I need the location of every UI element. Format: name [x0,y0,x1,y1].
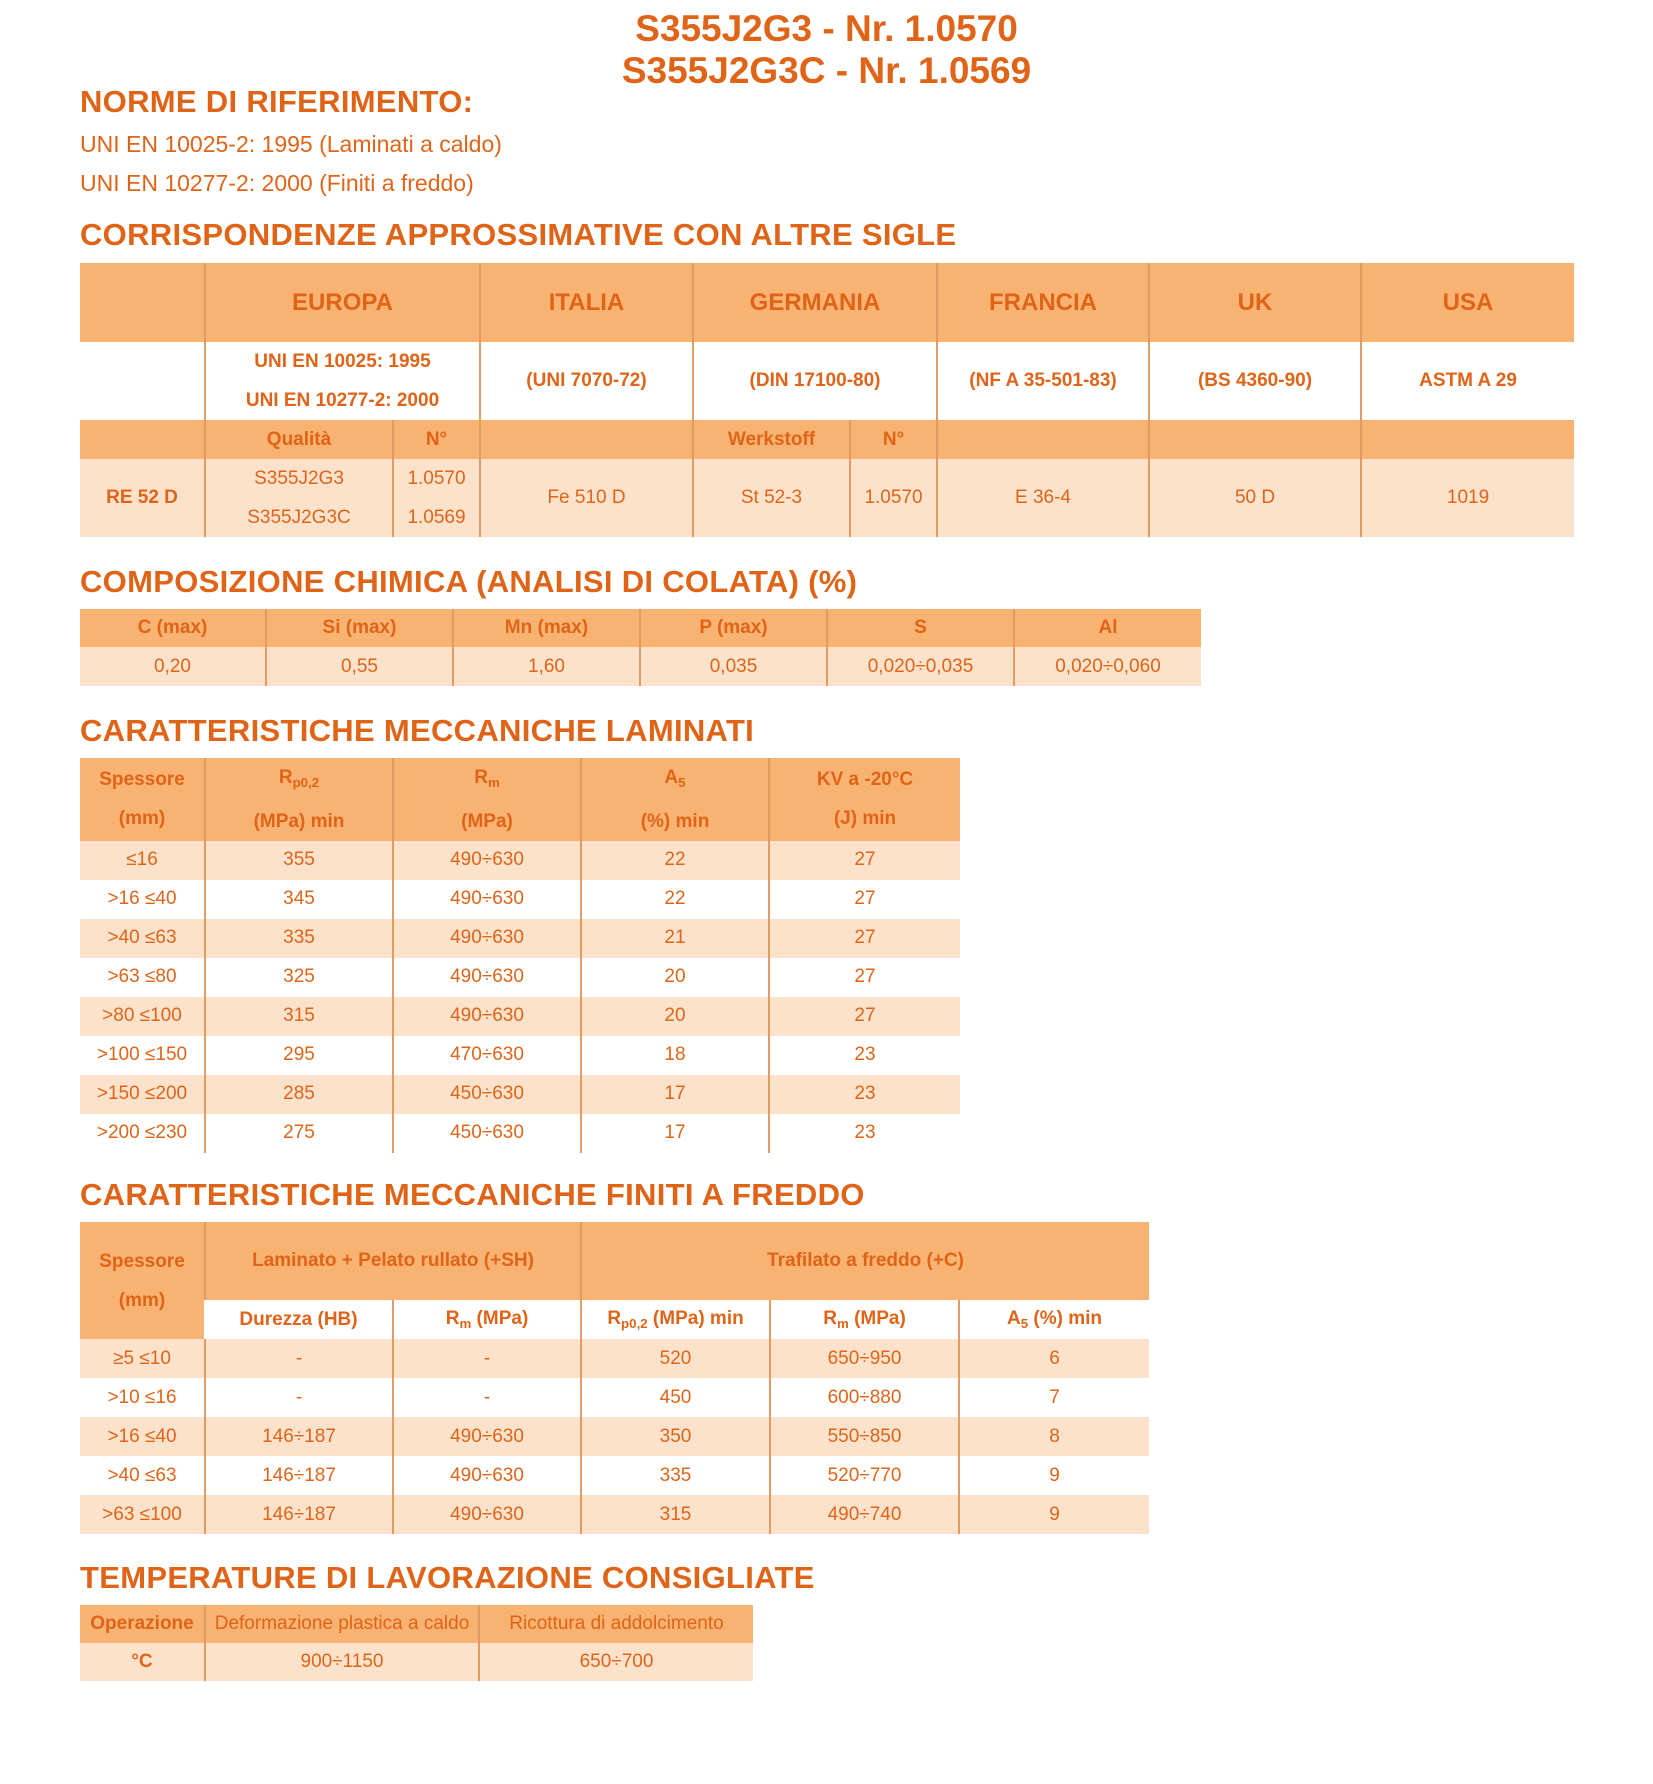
table-cell: - [393,1339,581,1378]
chimica-header: P (max) [640,609,827,647]
table-cell: 345 [205,880,393,919]
table-row [80,1075,960,1114]
finiti-sub-header: $R_{p0,2}$ (MPa) min [581,1300,770,1339]
temperature-header: Ricottura di addolcimento [479,1605,753,1643]
table-cell: 21 [581,919,769,958]
finiti-table [80,1222,1149,1534]
finiti-spessore-header [80,1222,205,1339]
laminati-header-row [80,758,960,841]
subheader-werkstoff: Werkstoff [693,420,850,459]
table-row [80,1036,960,1075]
laminati-header [80,758,205,841]
standards-row [80,342,1574,420]
finiti-sub-header: Durezza (HB) [239,1308,358,1330]
table-cell: 490÷630 [393,1495,581,1534]
table-cell: 490÷630 [393,880,581,919]
table-cell: 27 [769,880,960,919]
table-row [80,1417,1149,1456]
table-cell: 22 [581,880,769,919]
header-line: (mm) [118,808,166,830]
chimica-value: 0,20 [154,655,191,677]
header-line: (J) min [833,808,897,830]
table-cell: 520÷770 [770,1456,959,1495]
header-line: Spessore [99,1250,185,1272]
table-row [80,997,960,1036]
finiti-group-row [80,1222,1149,1300]
table-cell: 20 [581,997,769,1036]
table-row [80,841,960,880]
finiti-group-header: Trafilato a freddo (+C) [581,1222,1149,1300]
data-italia: Fe 510 D [480,459,693,537]
table-cell: 490÷630 [393,997,581,1036]
chimica-table [80,609,1201,686]
table-cell: 23 [769,1036,960,1075]
finiti-sub-header: $R_m$ (MPa) [393,1300,581,1339]
table-cell: >40 ≤63 [107,1464,177,1486]
country-header: USA [1361,263,1574,342]
table-cell: 490÷630 [393,1456,581,1495]
finiti-heading: CARATTERISTICHE MECCANICHE FINITI A FREDDO [80,1177,865,1212]
temperature-unit: °C [131,1651,153,1672]
temperature-value: 650÷700 [479,1643,753,1681]
header-line: $R_{p0,2}$ [278,767,320,790]
table-cell: >10 ≤16 [107,1386,177,1408]
table-row [80,1339,1149,1378]
chimica-header: S [827,609,1014,647]
table-cell: 23 [769,1114,960,1153]
header-line: $A_5$ [664,767,686,790]
temperature-header: Operazione [90,1613,194,1634]
corrispondenze-heading: CORRISPONDENZE APPROSSIMATIVE CON ALTRE SIGLE [80,217,957,252]
table-cell: 490÷630 [393,919,581,958]
empty-cell [937,420,1149,459]
table-cell: >63 ≤80 [107,966,177,988]
table-cell: >16 ≤40 [107,888,177,910]
temperature-header-row [80,1605,753,1643]
standard-text: UNI EN 10277-2: 2000 [245,390,440,411]
title-line-1: S355J2G3 - Nr. 1.0570 [635,8,1018,49]
table-cell: 17 [581,1114,769,1153]
norme-item: UNI EN 10025-2: 1995 (Laminati a caldo) [80,131,502,157]
header-line: Spessore [99,769,185,791]
standard-germania: (DIN 17100-80) [693,342,937,420]
empty-cell [80,342,205,420]
standard-francia: (NF A 35-501-83) [937,342,1149,420]
table-cell: 23 [769,1075,960,1114]
table-cell: 350 [581,1417,770,1456]
finiti-sub-row [80,1300,1149,1339]
chimica-value: 0,035 [640,647,827,686]
data-row [80,459,1574,537]
table-cell: 335 [205,919,393,958]
subheader-n: N° [850,420,937,459]
corrispondenze-table [80,263,1574,537]
table-cell: 146÷187 [205,1495,393,1534]
empty-cell [80,263,205,342]
empty-cell [80,420,205,459]
country-header: UK [1149,263,1361,342]
table-cell: 275 [205,1114,393,1153]
laminati-header [393,758,581,841]
temperature-header: Deformazione plastica a caldo [205,1605,479,1643]
temperature-heading: TEMPERATURE DI LAVORAZIONE CONSIGLIATE [80,1560,815,1595]
table-cell: 7 [959,1378,1149,1417]
table-cell: >150 ≤200 [96,1083,188,1105]
chimica-header: C (max) [137,617,208,638]
table-cell: 8 [959,1417,1149,1456]
header-line: (MPa) [461,810,513,832]
chimica-header: Si (max) [266,609,453,647]
laminati-header [769,758,960,841]
standard-uk: (BS 4360-90) [1149,342,1361,420]
table-cell: 285 [205,1075,393,1114]
chimica-header: Mn (max) [453,609,640,647]
table-cell: 146÷187 [205,1417,393,1456]
table-cell: 6 [959,1339,1149,1378]
norme-item: UNI EN 10277-2: 2000 (Finiti a freddo) [80,170,474,196]
chimica-header-row [80,609,1201,647]
table-cell: 650÷950 [770,1339,959,1378]
data-first: RE 52 D [106,487,178,508]
table-cell: 27 [769,958,960,997]
table-cell: 450÷630 [393,1075,581,1114]
standard-italia: (UNI 7070-72) [480,342,693,420]
empty-cell [1361,420,1574,459]
table-cell: 17 [581,1075,769,1114]
header-line: $R_m$ [474,767,500,790]
temperature-table [80,1605,753,1681]
table-cell: 9 [959,1495,1149,1534]
table-cell: 490÷630 [393,958,581,997]
document-title [0,8,1653,92]
table-cell: ≥5 ≤10 [113,1347,171,1369]
finiti-sub-header: $A_5$ (%) min [959,1300,1149,1339]
standard-europa [205,342,480,420]
table-cell: 146÷187 [205,1456,393,1495]
table-cell: >16 ≤40 [107,1425,177,1447]
qualita-value: S355J2G3 [254,468,344,489]
subheader-row [80,420,1574,459]
table-row [80,880,960,919]
laminati-header [205,758,393,841]
header-line: (mm) [118,1289,166,1311]
table-cell: 27 [769,997,960,1036]
table-cell: 520 [581,1339,770,1378]
table-cell: 22 [581,841,769,880]
laminati-table [80,758,960,1153]
data-usa: 1019 [1361,459,1574,537]
norme-heading: NORME DI RIFERIMENTO: [80,84,474,119]
header-line: KV a -20°C [816,769,914,791]
table-cell: ≤16 [126,849,158,871]
country-header: FRANCIA [937,263,1149,342]
finiti-group-header: Laminato + Pelato rullato (+SH) [205,1222,581,1300]
subheader-qualita: Qualità [205,420,393,459]
data-werkstoff: St 52-3 [693,459,850,537]
chimica-header: Al [1014,609,1201,647]
table-cell: 295 [205,1036,393,1075]
table-cell: 325 [205,958,393,997]
laminati-heading: CARATTERISTICHE MECCANICHE LAMINATI [80,713,755,748]
table-row [80,919,960,958]
countries-row [80,263,1574,342]
table-cell: 490÷630 [393,841,581,880]
table-cell: 9 [959,1456,1149,1495]
table-cell: - [205,1339,393,1378]
table-cell: 315 [205,997,393,1036]
table-cell: 27 [769,841,960,880]
data-francia: E 36-4 [937,459,1149,537]
qualita-value: S355J2G3C [247,507,351,528]
country-header: EUROPA [205,263,480,342]
laminati-header [581,758,769,841]
standard-usa: ASTM A 29 [1361,342,1574,420]
table-cell: 27 [769,919,960,958]
table-cell: 490÷630 [393,1417,581,1456]
title-line-2: S355J2G3C - Nr. 1.0569 [621,50,1032,91]
table-cell: >200 ≤230 [96,1122,188,1144]
numero-value: 1.0569 [407,507,466,528]
table-cell: 20 [581,958,769,997]
table-cell: 490÷740 [770,1495,959,1534]
table-cell: 550÷850 [770,1417,959,1456]
data-werkstoff-n: 1.0570 [850,459,937,537]
chimica-heading: COMPOSIZIONE CHIMICA (ANALISI DI COLATA) (%) [80,564,858,599]
table-cell: >100 ≤150 [96,1044,188,1066]
table-cell: 600÷880 [770,1378,959,1417]
table-cell: 450 [581,1378,770,1417]
table-cell: >40 ≤63 [107,927,177,949]
chimica-value: 0,55 [266,647,453,686]
table-cell: 470÷630 [393,1036,581,1075]
table-row [80,958,960,997]
header-line: (MPa) min [253,810,345,832]
data-uk: 50 D [1149,459,1361,537]
data-numeri [393,459,480,537]
table-cell: 355 [205,841,393,880]
country-header: GERMANIA [693,263,937,342]
data-qualita [205,459,393,537]
numero-value: 1.0570 [407,468,466,489]
table-row [80,1456,1149,1495]
table-cell: - [205,1378,393,1417]
table-cell: 315 [581,1495,770,1534]
table-cell: 450÷630 [393,1114,581,1153]
table-row [80,1495,1149,1534]
chimica-value: 0,020÷0,035 [827,647,1014,686]
country-header: ITALIA [480,263,693,342]
finiti-sub-header: $R_m$ (MPa) [770,1300,959,1339]
table-cell: >63 ≤100 [102,1503,182,1525]
chimica-value: 0,020÷0,060 [1014,647,1201,686]
table-row [80,1378,1149,1417]
table-row [80,1114,960,1153]
table-cell: - [393,1378,581,1417]
table-cell: 18 [581,1036,769,1075]
standard-text: UNI EN 10025: 1995 [254,351,431,372]
table-cell: 335 [581,1456,770,1495]
chimica-value: 1,60 [453,647,640,686]
table-cell: >80 ≤100 [102,1005,182,1027]
chimica-value-row [80,647,1201,686]
empty-cell [480,420,693,459]
subheader-n: N° [393,420,480,459]
temperature-value-row [80,1643,753,1681]
temperature-value: 900÷1150 [205,1643,479,1681]
empty-cell [1149,420,1361,459]
header-line: (%) min [640,810,710,832]
